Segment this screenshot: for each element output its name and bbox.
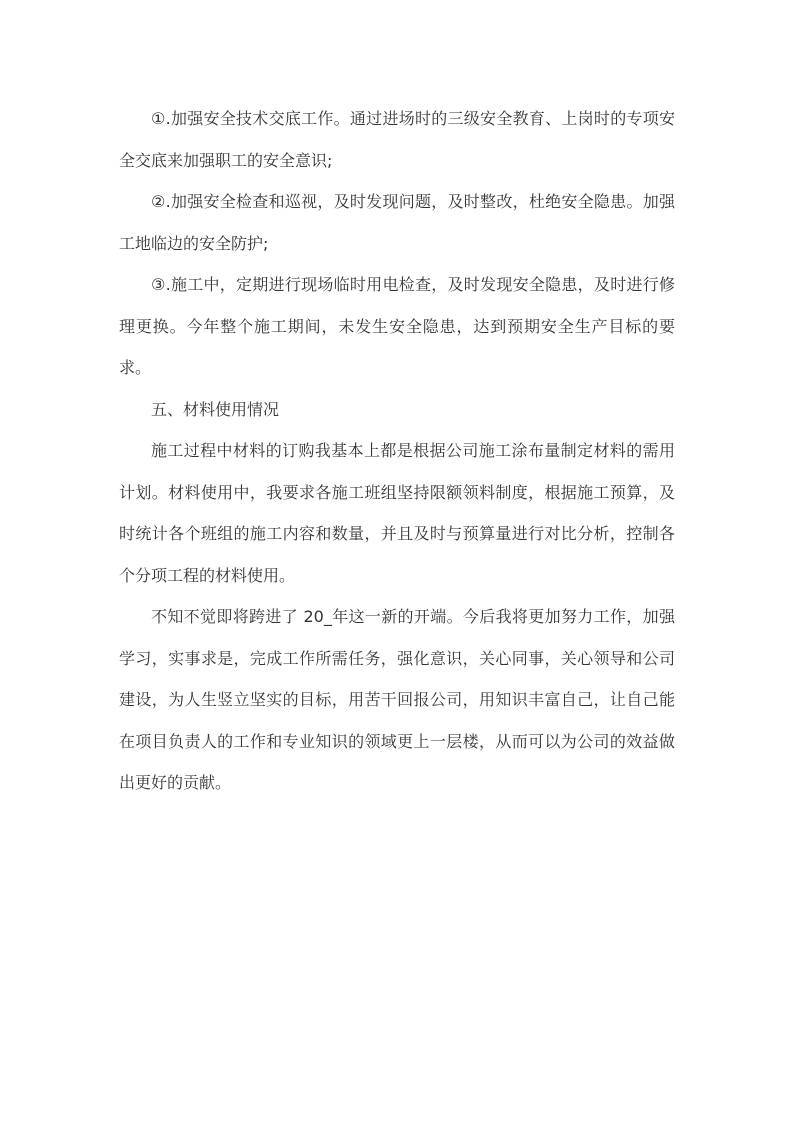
section-heading-materials: 五、材料使用情况 bbox=[151, 399, 280, 419]
document-body bbox=[119, 98, 675, 804]
paragraph-electrical-check: ③.施工中，定期进行现场临时用电检查，及时发现安全隐患，及时进行修理更换。今年整个施工期间，未发生安全隐患，达到预期安全生产目标的要求。 bbox=[119, 275, 675, 377]
paragraph-safety-briefing: ①.加强安全技术交底工作。通过进场时的三级安全教育、上岗时的专项安全交底来加强职工的安全意识; bbox=[119, 109, 675, 170]
paragraph-materials-usage: 施工过程中材料的订购我基本上都是根据公司施工涂布量制定材料的需用计划。材料使用中，我要求各施工班组坚持限额领料制度，根据施工预算，及时统计各个班组的施工内容和数量，并且及时与预算量进行对比分析，控制各个分项工程的材料使用。 bbox=[119, 441, 675, 585]
paragraph-conclusion: 不知不觉即将跨进了 20_年这一新的开端。今后我将更加努力工作，加强学习，实事求是，完成工作所需任务，强化意识，关心同事，关心领导和公司建设，为人生竖立坚实的目标，用苦干回报公司，用知识丰富自己，让自己能在项目负责人的工作和专业知识的领域更上一层楼，从而可以为公司的效益做出更好的贡献。 bbox=[119, 607, 675, 792]
paragraph-safety-inspection: ②.加强安全检查和巡视，及时发现问题，及时整改，杜绝安全隐患。加强工地临边的安全防护; bbox=[119, 192, 675, 253]
